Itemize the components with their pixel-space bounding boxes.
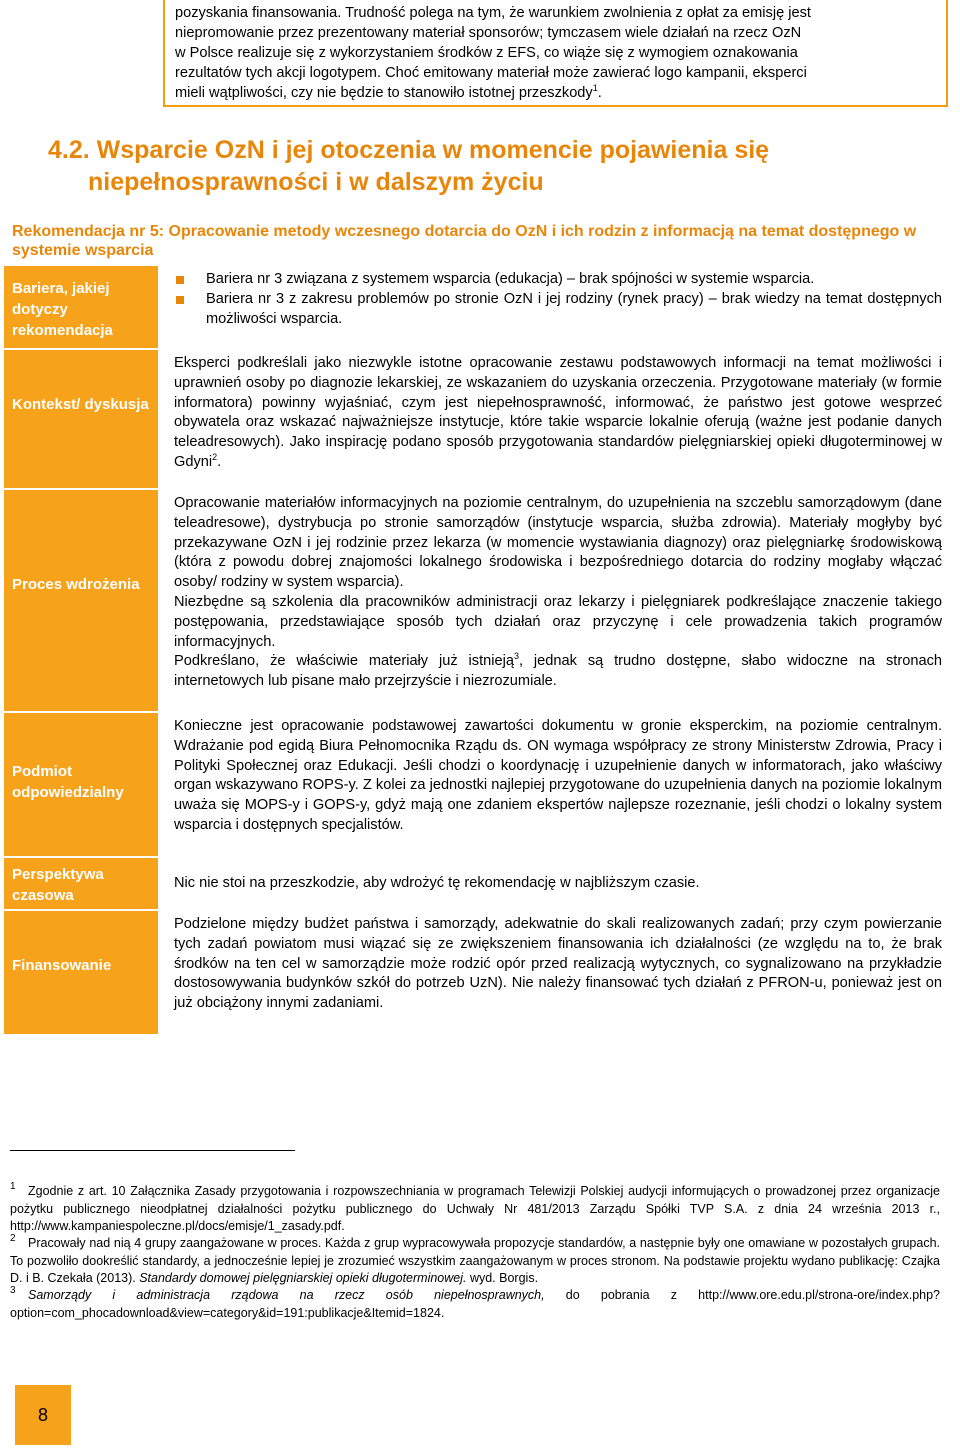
section-heading bbox=[48, 134, 928, 198]
footnote-1: 1 Zgodnie z art. 10 Załącznika Zasady przygotowania i rozpowszechniania w programach Telewizji Polskiej audycji informujących o prowadzonej przez organizacje pożytku publicznego nieodpłatnej działalności pożytku publicznego do Uchwały Nr 481/2013 Zarządu Spółki TVP S.A. z dnia 24 września 2013 r., http://www.kampaniespoleczne.pl/docs/emisje/1_zasady.pdf. bbox=[10, 1181, 940, 1233]
continued-paragraph-box bbox=[163, 0, 948, 107]
recommendation-title: Rekomendacja nr 5: Opracowanie metody wczesnego dotarcia do OzN i ich rodzin z informacją na temat dostępnego w systemie wsparcia bbox=[12, 223, 917, 259]
row-content-proces: Opracowanie materiałów informacyjnych na poziomie centralnym, do uzupełnienia na szczeblu samorządowym (dane teleadresowe), dystrybucja po stronie samorządów (instytucje wsparcia, służba zdrowia). Materiały mogłyby być przekazywane OzN i jej rodzinie przez lekarza (w momencie wystawiania diagnozy) oraz pielęgniarkę środowiskową (która z powodu dobrej znajomości lokalnego środowiska i bezpośredniego dotarcia do rodziny mogłaby włączać osoby/ rodziny w system wsparcia). Niezbędne są szkolenia dla pracowników administracji oraz lekarzy i pielęgniarek podkreślające znaczenie takiego postępowania, przedstawiające sposób tych działań oraz przyczynę i cele prowadzenia takich programów informacyjnych. Podkreślano, że właściwie materiały już istnieją$^3$, jednak są trudno dostępne, słabo widoczne na stronach internetowych lub pisane mało przejrzyście i niezrozumiale. bbox=[159, 489, 950, 712]
row-label-finansowanie: Finansowanie bbox=[4, 910, 159, 1035]
table-row bbox=[4, 857, 950, 910]
row-content-finansowanie: Podzielone między budżet państwa i samorządy, adekwatnie do skali realizowanych zadań; przy czym powierzanie tych zadań powiatom musi wiązać się ze zwiększeniem finansowania ich działalności (ze względu na to, że brak środków na ten cel w samorządzie może rodzić opór przed realizacją wytycznych, co sygnalizowano na przykładzie dostosowywania budynków szkół do potrzeb UzN). Nie należy finansować tych działań z PFRON-u, ponieważ jest on już obciążony innymi zadaniami. bbox=[159, 910, 950, 1035]
table-row bbox=[4, 712, 950, 857]
row-label-proces: Proces wdrożenia bbox=[4, 489, 159, 712]
recommendation-table bbox=[4, 266, 950, 1036]
footnotes bbox=[10, 1183, 940, 1322]
section-number: 4.2. bbox=[48, 136, 90, 164]
table-row bbox=[4, 349, 950, 489]
row-label-kontekst: Kontekst/ dyskusja bbox=[4, 349, 159, 489]
table-row bbox=[4, 489, 950, 712]
section-title-line2: niepełnosprawności i w dalszym życiu bbox=[88, 168, 544, 196]
section-title-line1: Wsparcie OzN i jej otoczenia w momencie pojawienia się bbox=[96, 136, 770, 164]
list-item: Bariera nr 3 z zakresu problemów po stronie OzN i jej rodziny (rynek pracy) – brak wiedzy na temat dostępnych możliwości wsparcia. bbox=[174, 290, 942, 330]
row-content-kontekst: Eksperci podkreślali jako niezwykle istotne opracowanie zestawu podstawowych informacji na temat możliwości i uprawnień osoby po diagnozie lekarskiej, ze wskazaniem do uzyskania orzeczenia. Przygotowane materiały (w formie informatora) powinny wyjaśniać, czym jest niepełnosprawność, informować, że państwo jest gotowe wesprzeć obywatela oraz wskazać najważniejsze instytucje, które takie wsparcie lokalnie oferują (ważne jest podanie danych teleadresowych). Jako inspirację podano sposób przygotowania standardów pielęgniarskiej opieki długoterminowej w Gdyni$^2$. bbox=[159, 349, 950, 489]
table-row bbox=[4, 910, 950, 1035]
row-label-perspektywa: Perspektywa czasowa bbox=[4, 857, 159, 910]
footnote-2: 2 Pracowały nad nią 4 grupy zaangażowane w proces. Każda z grup wypracowywała propozycje standardów, a następnie były one omawiane w pozostałych grupach. To pozwoliło dookreślić standardy, a jednocześnie lepiej je zrozumieć wszystkim zaangażowanym w proces stronom. Na podstawie projektu wydano publikację: Czajka D. i B. Czekała (2013). Standardy domowej pielęgniarskiej opieki długoterminowej. wyd. Borgis. bbox=[10, 1233, 940, 1285]
footnote-ref[interactable]: 3 bbox=[513, 651, 519, 662]
footnote-3: 3 Samorządy i administracja rządowa na rzecz osób niepełnosprawnych, do pobrania z http://www.ore.edu.pl/strona-ore/index.php?option=com_phocadownload&view=category&id=191:publikacje&Itemid=1824. bbox=[10, 1285, 940, 1320]
row-content-perspektywa: Nic nie stoi na przeszkodzie, aby wdrożyć tę rekomendację w najbliższym czasie. bbox=[159, 857, 950, 910]
barrier-list bbox=[174, 270, 942, 329]
footnote-ref[interactable]: 2 bbox=[212, 452, 218, 463]
row-label-bariera: Bariera, jakiej dotyczy rekomendacja bbox=[4, 266, 159, 349]
footnote-separator bbox=[10, 1150, 295, 1151]
row-content-podmiot: Konieczne jest opracowanie podstawowej zawartości dokumentu w gronie eksperckim, na poziomie centralnym. Wdrażanie pod egidą Biura Pełnomocnika Rządu ds. ON wymaga współpracy ze strony Ministerstw Zdrowia, Pracy i Polityki Społecznej oraz Edukacji. Jeśli chodzi o koordynację i uzupełnienie danych w informatorach, jako właściwy organ wskazywano ROPS-y. Z kolei za jednostki najlepiej przygotowane do uzupełnienia danych na poziomie lokalnym uważa się MOPS-y i GOPS-y, gdyż mają one zdaniem ekspertów najlepsze rozeznanie, jeśli chodzi o lokalny system wsparcia i dostępnych specjalistów. bbox=[159, 712, 950, 857]
footnote-ref[interactable]: 1 bbox=[592, 83, 598, 94]
row-content-bariera bbox=[159, 266, 950, 349]
page-number: 8 bbox=[15, 1385, 71, 1445]
row-label-podmiot: Podmiot odpowiedzialny bbox=[4, 712, 159, 857]
continued-paragraph: pozyskania finansowania. Trudność polega na tym, że warunkiem zwolnienia z opłat za emisję jest niepromowanie przez prezentowany materiał sponsorów; tymczasem wiele działań na rzecz OzN w Polsce realizuje się z wykorzystaniem środków z EFS, co wiąże się z wymogiem oznakowania rezultatów tych akcji logotypem. Choć emitowany materiał może zawierać logo kampanii, eksperci mieli wątpliwości, czy nie będzie to stanowiło istotnej przeszkody$^1$. bbox=[175, 5, 811, 101]
list-item: Bariera nr 3 związana z systemem wsparcia (edukacja) – brak spójności w systemie wsparcia. bbox=[174, 270, 942, 290]
table-row bbox=[4, 266, 950, 349]
